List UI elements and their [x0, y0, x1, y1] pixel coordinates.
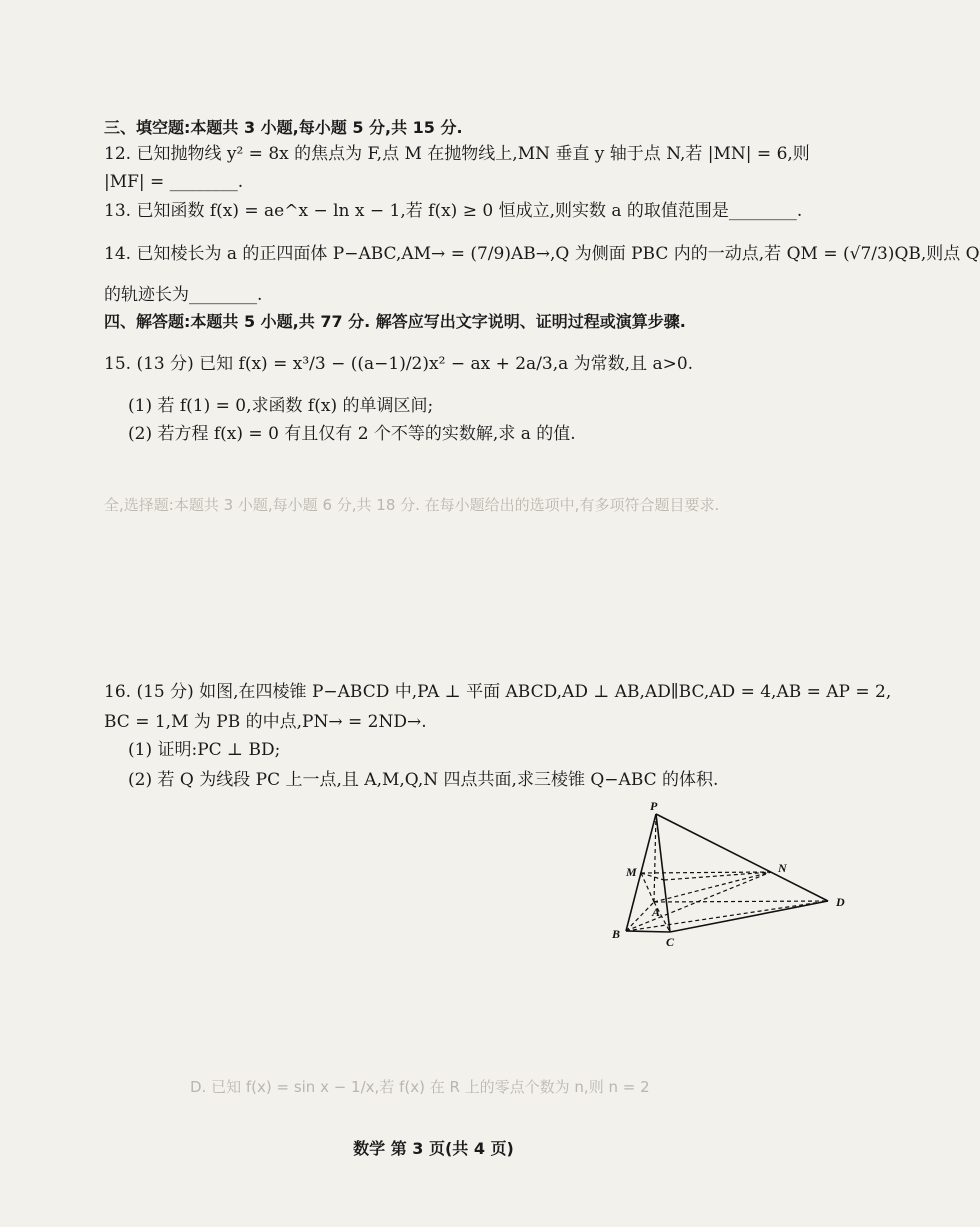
question-16-part-1: (1) 证明:PC ⊥ BD;	[128, 740, 281, 760]
label-C: C	[666, 935, 675, 949]
pyramid-figure	[606, 798, 856, 950]
edge-PA	[654, 814, 656, 902]
label-B: B	[612, 927, 621, 941]
edge-BC	[626, 931, 670, 932]
section3-heading: 三、填空题:本题共 3 小题,每小题 5 分,共 15 分.	[104, 118, 463, 137]
question-16: 16. (15 分) 如图,在四棱锥 P−ABCD 中,PA ⊥ 平面 ABCD,AD ⊥ AB,AD∥BC,AD = 4,AB = AP = 2,	[104, 682, 892, 702]
segment-MA	[641, 873, 654, 902]
question-12-answer-line: |MF| = ________.	[104, 172, 244, 192]
question-14: 14. 已知棱长为 a 的正四面体 P−ABC,AM→ = (7/9)AB→,Q 为侧面 PBC 内的一动点,若 QM = (√7/3)QB,则点 Q	[104, 244, 980, 264]
segment-BN	[626, 872, 771, 931]
question-16-part-2: (2) 若 Q 为线段 PC 上一点,且 A,M,Q,N 四点共面,求三棱锥 Q−ABC 的体积.	[128, 770, 719, 790]
question-15: 15. (13 分) 已知 f(x) = x³/3 − ((a−1)/2)x² − ax + 2a/3,a 为常数,且 a>0.	[104, 354, 694, 374]
edge-AD	[654, 901, 828, 902]
question-15-part-1: (1) 若 f(1) = 0,求函数 f(x) 的单调区间;	[128, 396, 434, 416]
question-13: 13. 已知函数 f(x) = ae^x − ln x − 1,若 f(x) ≥ 0 恒成立,则实数 a 的取值范围是________.	[104, 201, 803, 221]
edge-CD	[670, 901, 828, 932]
segment-AN	[654, 872, 771, 902]
label-N: N	[778, 861, 787, 875]
label-M: M	[626, 865, 637, 879]
bleed-through-text: 全,选择题:本题共 3 小题,每小题 6 分,共 18 分. 在每小题给出的选项中,有多项符合题目要求.	[104, 496, 720, 514]
page-footer: 数学 第 3 页(共 4 页)	[353, 1139, 514, 1158]
bleed-through-text: D. 已知 f(x) = sin x − 1/x,若 f(x) 在 R 上的零点个数为 n,则 n = 2	[190, 1078, 650, 1096]
question-12: 12. 已知抛物线 y² = 8x 的焦点为 F,点 M 在抛物线上,MN 垂直 y 轴于点 N,若 |MN| = 6,则	[104, 144, 810, 164]
label-A: A	[652, 905, 661, 919]
segment-MN	[641, 872, 771, 873]
section4-heading: 四、解答题:本题共 5 小题,共 77 分. 解答应写出文字说明、证明过程或演算步骤.	[104, 312, 686, 331]
question-16-line-2: BC = 1,M 为 PB 的中点,PN→ = 2ND→.	[104, 712, 427, 732]
label-D: D	[836, 895, 845, 909]
label-P: P	[650, 799, 658, 813]
edge-PD	[656, 814, 828, 901]
question-15-part-2: (2) 若方程 f(x) = 0 有且仅有 2 个不等的实数解,求 a 的值.	[128, 424, 576, 444]
segment-MQ	[641, 873, 664, 880]
segment-QN	[664, 872, 771, 880]
question-14-answer-line: 的轨迹长为________.	[104, 285, 263, 305]
